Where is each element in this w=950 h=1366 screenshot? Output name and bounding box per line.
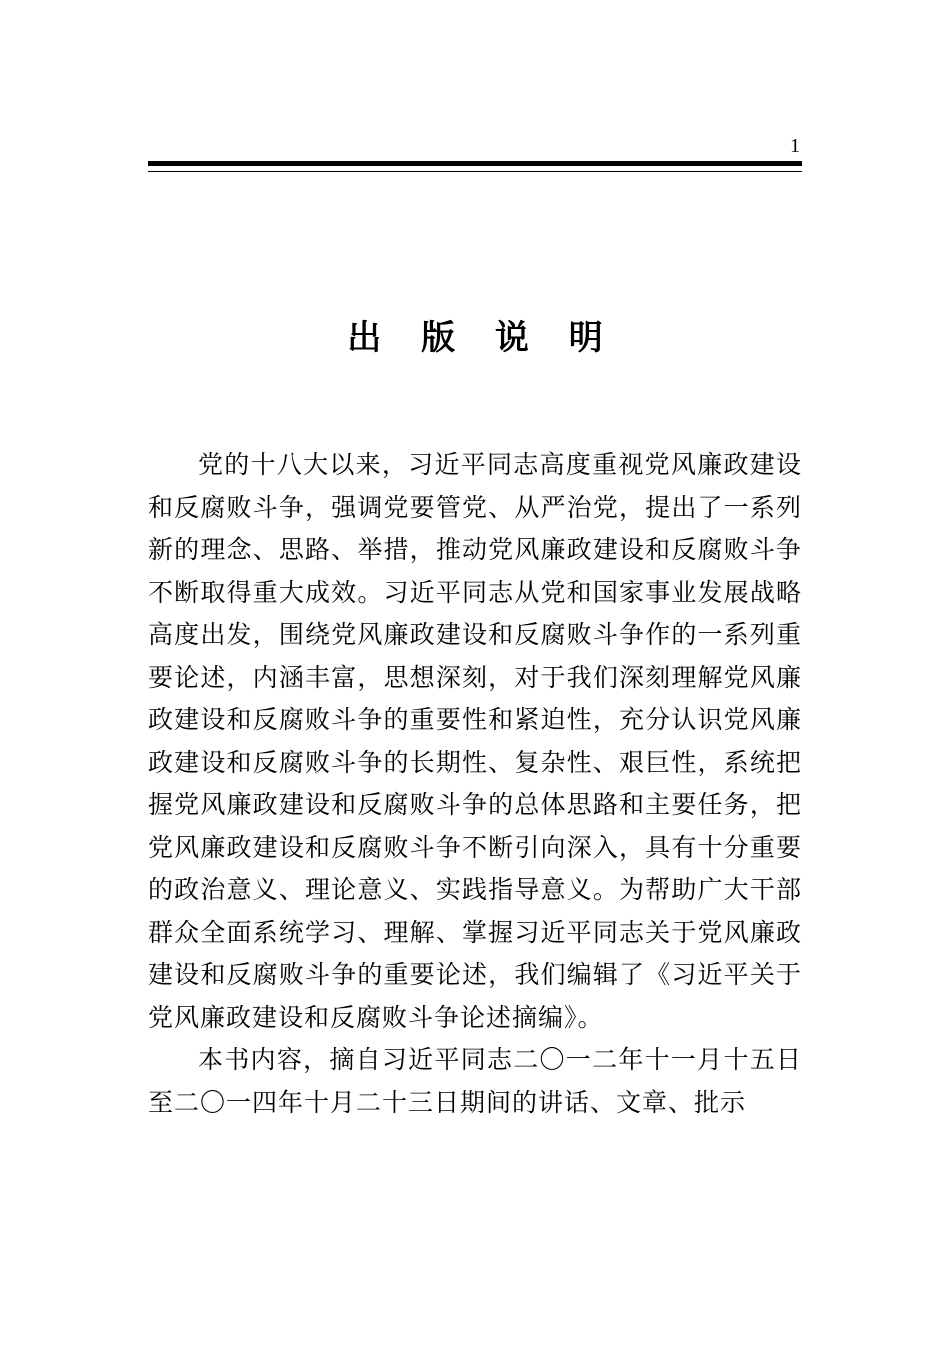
paragraph-2: 本书内容，摘自习近平同志二〇一二年十一月十五日至二〇一四年十月二十三日期间的讲话、文章、批示 (148, 1045, 802, 1117)
page-number: 1 (790, 135, 800, 157)
header-rule-thick (148, 161, 802, 166)
page-title: 出 版 说 明 (347, 318, 617, 358)
body-text (148, 444, 802, 1124)
paragraph-1: 党的十八大以来，习近平同志高度重视党风廉政建设和反腐败斗争，强调党要管党、从严治党，提出了一系列新的理念、思路、举措，推动党风廉政建设和反腐败斗争不断取得重大成效。习近平同志从党和国家事业发展战略高度出发，围绕党风廉政建设和反腐败斗争作的一系列重要论述，内涵丰富，思想深刻，对于我们深刻理解党风廉政建设和反腐败斗争的重要性和紧迫性，充分认识党风廉政建设和反腐败斗争的长期性、复杂性、艰巨性，系统把握党风廉政建设和反腐败斗争的总体思路和主要任务，把党风廉政建设和反腐败斗争不断引向深入，具有十分重要的政治意义、理论意义、实践指导意义。为帮助广大干部群众全面系统学习、理解、掌握习近平同志关于党风廉政建设和反腐败斗争的重要论述，我们编辑了《习近平关于党风廉政建设和反腐败斗争论述摘编》。 (148, 450, 802, 1032)
header-rule-thin (148, 171, 802, 172)
